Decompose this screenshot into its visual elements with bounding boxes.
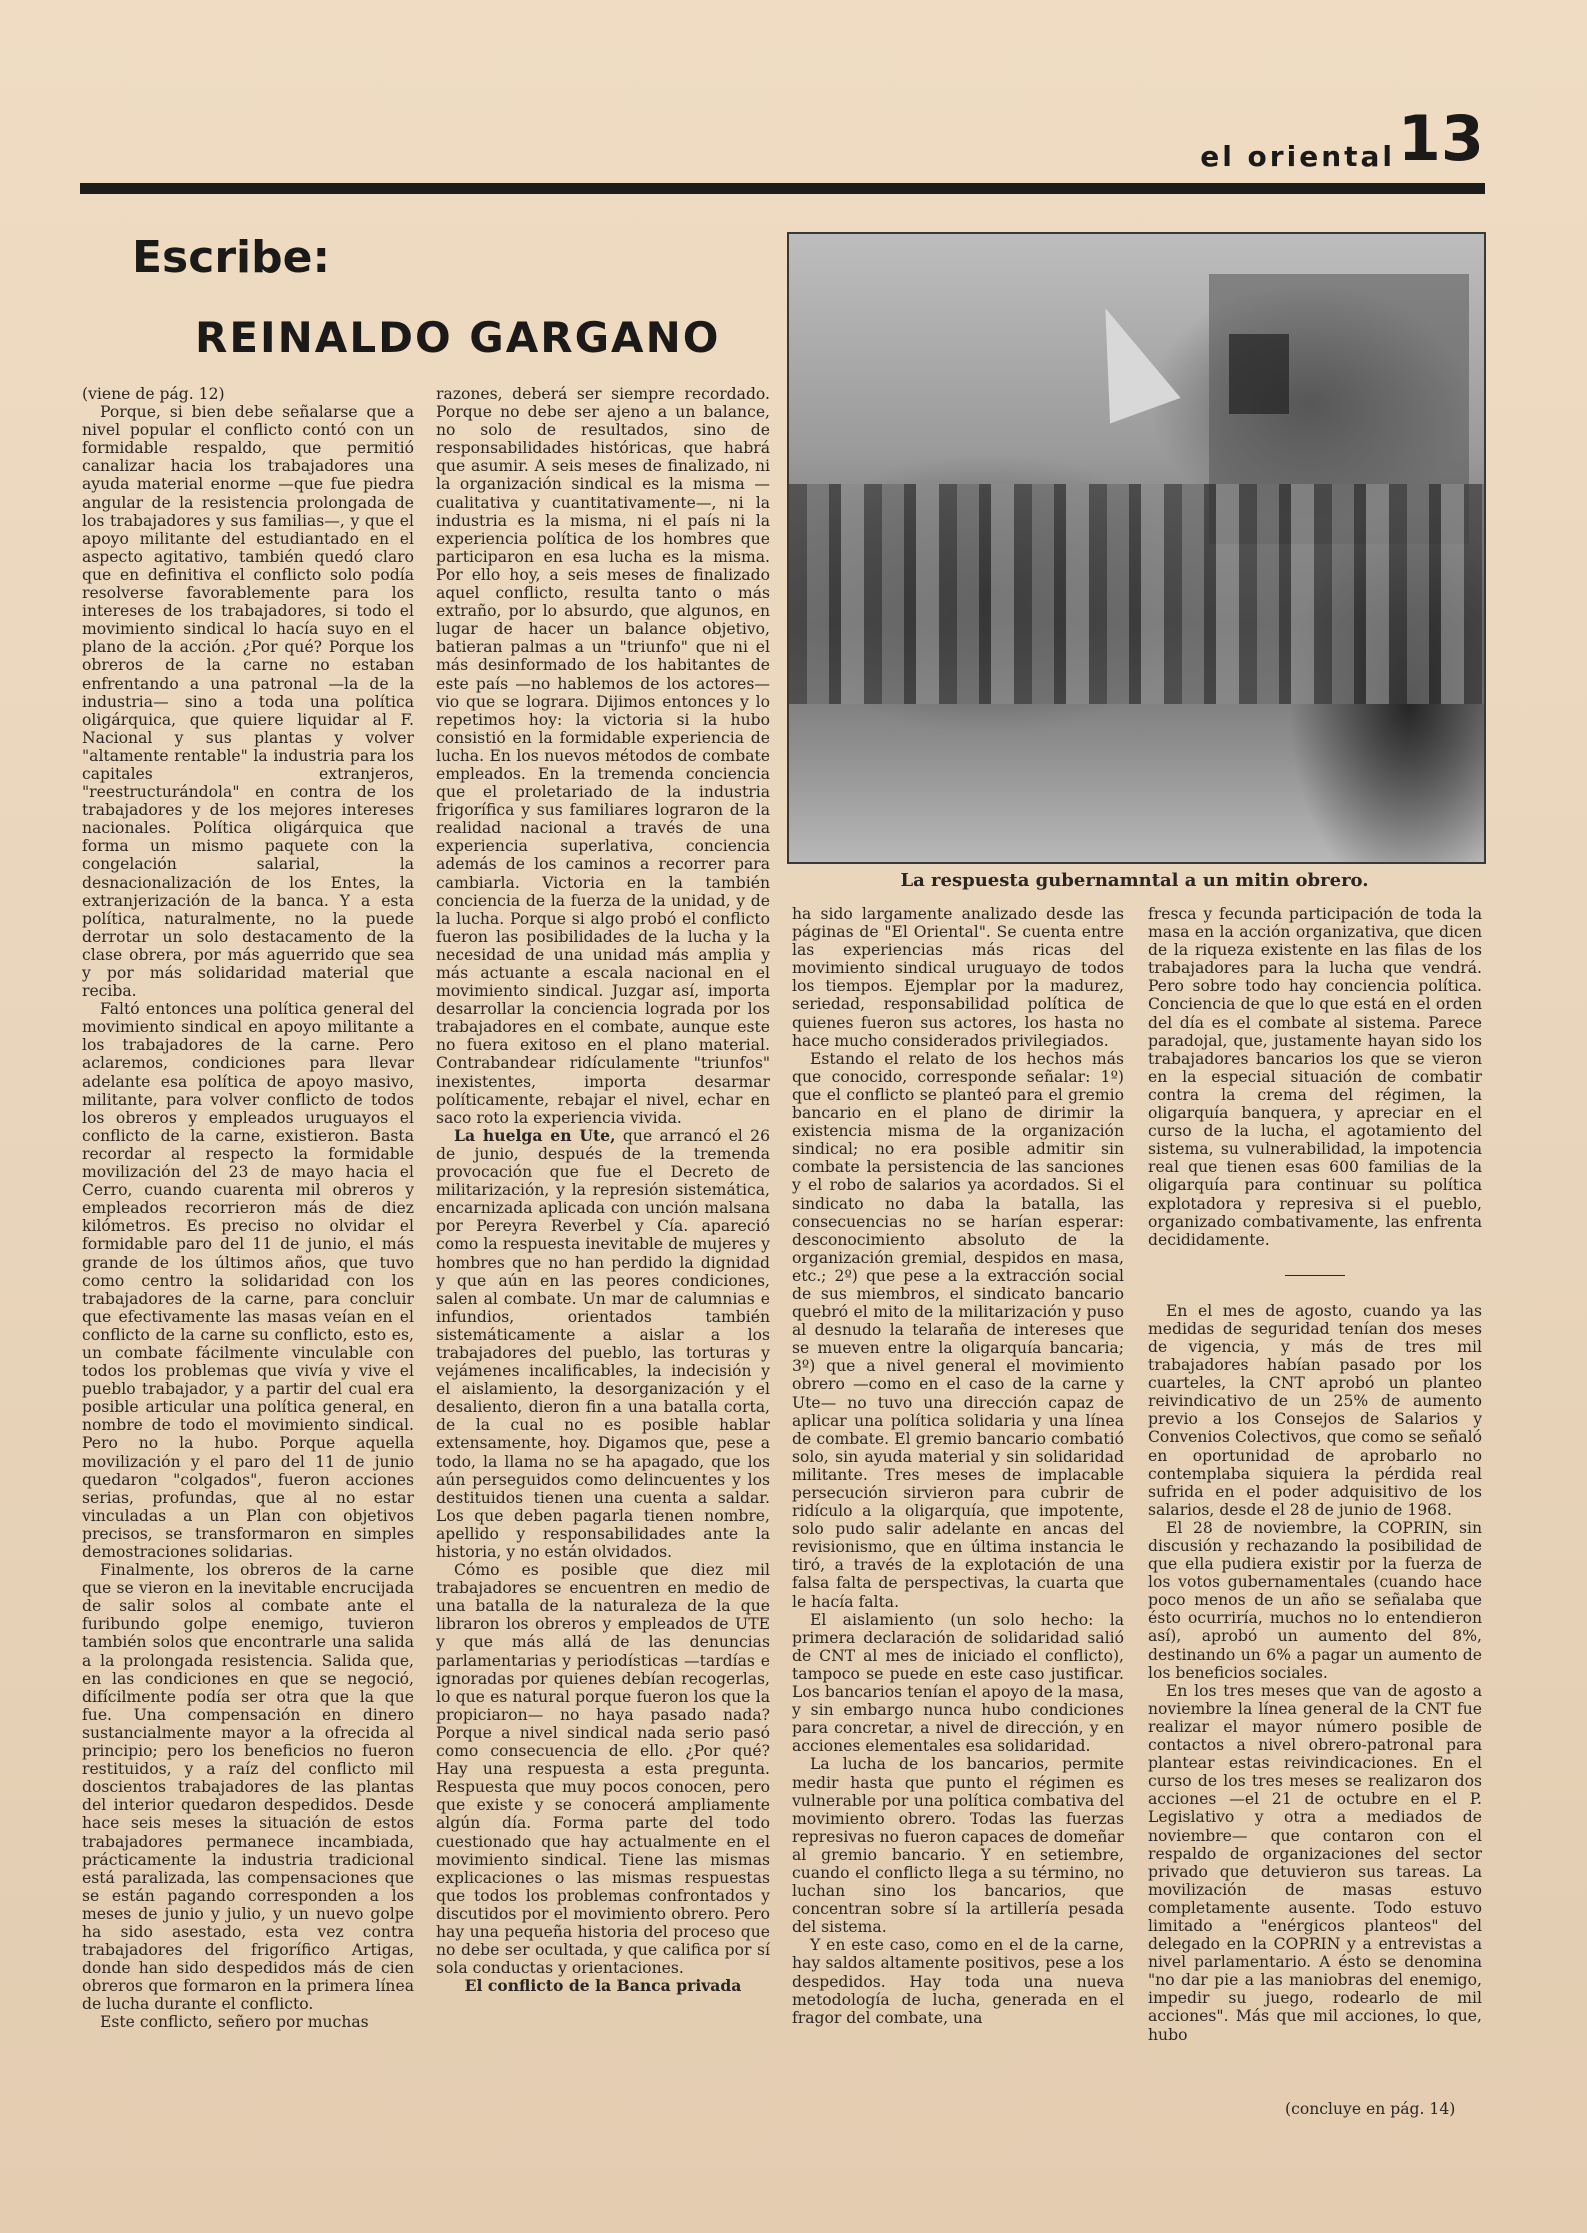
article-column-1 [82, 385, 414, 2120]
paragraph: Cómo es posible que diez mil trabajadores se encuentren en medio de una batalla de la naturaleza de la que libraron los obreros y empleados de UTE y que más allá de las denuncias parlamentarias y periodísticas —tardías e ignoradas por quienes debían recogerlas, lo que es natural porque fueron los que la propiciaron— no haya pasado nada? Porque a nivel sindical nada serio pasó como consecuencia de ello. ¿Por qué? Hay una respuesta a esta pregunta. Respuesta que muy pocos conocen, pero que existe y se conocerá ampliamente algún día. Forma parte del todo cuestionado que hay actualmente en el movimiento sindical. Tiene las mismas explicaciones o las mismas respuestas que todos los problemas confrontados y discutidos por el movimiento obrero. Pero hay una pequeña historia del proceso que no debe ser ocultada, y que califica por sí sola conductas y orientaciones. [436, 1561, 770, 1978]
paragraph: Finalmente, los obreros de la carne que se vieron en la inevitable encrucijada de salir solos al combate ante el furibundo golpe enemigo, tuvieron también solos que encontrarle una salida a la prolongada resistencia. Salida que, en las condiciones en que se negoció, difícilmente podía ser otra que la que fue. Una compensación en dinero sustancialmente mayor a la ofrecida al principio; pero los beneficios no fueron restituidos, y a raíz del conflicto mil doscientos trabajadores de las plantas del interior quedaron despedidos. Desde hace seis meses la situación de estos trabajadores permanece incambiada, prácticamente la industria tradicional está paralizada, las compensaciones que se están pagando corresponden a los meses de junio y julio, y un nuevo golpe ha sido asestado, esta vez contra trabajadores del frigorífico Artigas, donde han sido despedidos más de cien obreros que formaron en la primera línea de lucha durante el conflicto. [82, 1561, 414, 2014]
header-rule [80, 183, 1485, 194]
continued-from: (viene de pág. 12) [82, 385, 225, 403]
continued-on: (concluye en pág. 14) [1285, 2100, 1456, 2118]
photo-crowd [789, 484, 1484, 704]
paragraph: Y en este caso, como en el de la carne, hay saldos altamente positivos, pese a los despedidos. Hay toda una nueva metodología de lucha, generada en el fragor del combate, una [792, 1936, 1124, 2027]
section-separator [1285, 1275, 1345, 1276]
masthead [1180, 102, 1490, 178]
publication-name: el oriental [1200, 140, 1395, 173]
paragraph: Estando el relato de los hechos más que conocido, corresponde señalar: 1º) que el conflicto se planteó para el gremio bancario en el plano de dirimir la existencia misma de la organización sindical; no era posible admitir sin combate la persistencia de las sanciones y el robo de salarios ya acordados. Si el sindicato no daba la batalla, las consecuencias no se harían esperar: desconocimiento absoluto de la organización gremial, despidos en masa, etc.; 2º) que pese a la extracción social de sus miembros, el sindicato bancario quebró el mito de la militarización y puso al desnudo la telaraña de intereses que se mueven entre la oligarquía bancaria; 3º) que a nivel general el movimiento obrero —como en el caso de la carne y Ute— no tuvo una dirección capaz de aplicar una política solidaria y una línea de combate. El gremio bancario combatió solo, sin ayuda material y sin solidaridad militante. Tres meses de implacable persecución sirvieron para cubrir de ridículo a la oligarquía, que impotente, solo pudo salir adelante en ancas del revisionismo, que en última instancia le tiró, a través de la explotación de una falsa falta de perspectivas, la cuarta que le hacía falta. [792, 1049, 1124, 1611]
section-subhead: El conflicto de la Banca privada [464, 1976, 742, 1996]
news-photo [787, 232, 1486, 864]
paragraph: El aislamiento (un solo hecho: la primera declaración de solidaridad salió de CNT al mes de iniciado el conflicto), tampoco se puede en este caso justificar. Los bancarios tenían el apoyo de la masa, y sin embargo nunca hubo condiciones para concretar, a nivel de dirección, y en acciones elementales esa solidaridad. [792, 1610, 1124, 1756]
article-column-2 [436, 385, 770, 2120]
paragraph: En los tres meses que van de agosto a noviembre la línea general de la CNT fue realizar el mayor número posible de contactos a nivel obrero-patronal para plantear estas reivindicaciones. En el curso de los tres meses se realizaron dos acciones —el 21 de octubre en el P. Legislativo y otra a mediados de noviembre— que contaron con el respaldo de organizaciones del sector privado que detuvieron sus tareas. La movilización de masas estuvo completamente ausente. Todo estuvo limitado a "enérgicos planteos" del delegado en la COPRIN y a entrevistas a nivel parlamentario. A ésto se denomina "no dar pie a las maniobras del enemigo, impedir su juego, rodearlo de mil acciones". Más que mil acciones, lo que, hubo [1148, 1681, 1482, 2044]
paragraph: fresca y fecunda participación de toda la masa en la acción organizativa, que dicen de la riqueza existente en las filas de los trabajadores para la lucha que vendrá. Pero sobre todo hay conciencia política. Conciencia de que lo que está en el orden del día es el combate al sistema. Parece paradojal, que, justamente hayan sido los trabajadores bancarios los que se vieron en la especial situación de combatir contra la crema del régimen, la oligarquía banquera, y apreciar en el curso de la lucha, el agotamiento del sistema, su vulnerabilidad, la impotencia real que tienen esas 600 familias de la oligarquía para continuar su política explotadora y represiva si el pueblo, organizado combativamente, las enfrenta decididamente. [1148, 905, 1482, 1249]
paragraph: ha sido largamente analizado desde las páginas de "El Oriental". Se cuenta entre las experiencias más ricas del movimiento sindical uruguayo de todos los tiempos. Ejemplar por la madurez, seriedad, responsabilidad política de quienes fueron sus actores, los hasta no hace mucho considerados privilegiados. [792, 905, 1124, 1050]
paragraph: El 28 de noviembre, la COPRIN, sin discusión y rechazando la posibilidad de que ella pudiera existir por la fuerza de los votos gubernamentales (cuando hace poco menos de un año se señalaba que ésto ocurriría, muchos no lo entendieron así), aprobó un aumento del 8%, destinando un 6% a pagar un aumento de los beneficios sociales. [1148, 1518, 1482, 1682]
paragraph: En el mes de agosto, cuando ya las medidas de seguridad tenían dos meses de vigencia, y más de tres mil trabajadores habían pasado por los cuarteles, la CNT aprobó un planteo reivindicativo de un 25% de aumento previo a los Consejos de Salarios y Convenios Colectivos, que como se señaló en oportunidad de aprobarlo no contemplaba siquiera la pérdida real sufrida en el poder adquisitivo de los salarios, desde el 28 de junio de 1968. [1148, 1301, 1482, 1519]
photo-caption: La respuesta gubernamntal a un mitin obrero. [900, 870, 1369, 891]
paragraph: Este conflicto, señero por muchas [100, 2013, 369, 2032]
photo-flag [1072, 294, 1180, 423]
paragraph: Porque, si bien debe señalarse que a nivel popular el conflicto contó con un formidable respaldo, que permitió canalizar hacia los trabajadores una ayuda material enorme —que fue piedra angular de la resistencia prolongada de los trabajadores y sus familias—, y que el apoyo militante del estudiantado en el aspecto agitativo, también quedó claro que en definitiva el conflicto solo podía resolverse favorablemente para los intereses de los trabajadores, si todo el movimiento sindical lo hacía suyo en el plano de la acción. ¿Por qué? Porque los obreros de la carne no estaban enfrentando a una patronal —la de la industria— sino a toda una política oligárquica, que quiere liquidar al F. Nacional y sus plantas y volver "altamente rentable" la industria para los capitales extranjeros, "reestructurándola" en contra de los trabajadores y de los mejores intereses nacionales. Política oligárquica que forma un mismo paquete con la congelación salarial, la desnacionalización de los Entes, la extranjerización de la banca. Y a esta política, naturalmente, no la puede derrotar un solo destacamento de la clase obrera, por más aguerrido que sea y por más solidaridad material que reciba. [82, 403, 414, 1001]
article-column-3 [792, 905, 1124, 2120]
paragraph [436, 1127, 770, 1561]
paragraph-body: que arrancó el 26 de junio, después de la tremenda provocación que fue el Decreto de militarización, y la represión sistemática, encarnizada aplicada con unción malsana por Pereyra Reverbel y Cía. apareció como la respuesta inevitable de mujeres y hombres que no han perdido la dignidad y que aún en las peores condiciones, salen al combate. Un mar de calumnias e infundios, orientados también sistemáticamente a aislar a los trabajadores del pueblo, las torturas y vejámenes incalificables, la indecisión y el aislamiento, la desorganización y el desaliento, dieron fin a una batalla corta, de la cual no es posible hablar extensamente, hoy. Digamos que, pese a todo, la llama no se ha apagado, que los aún perseguidos como delincuentes y los destituidos tienen una cuenta a saldar. Los que deben pagarla tienen nombre, apellido y responsabilidades ante la historia, y no están olvidados. [436, 1126, 770, 1561]
paragraph-lead: La huelga en Ute, [454, 1125, 616, 1145]
author-name: REINALDO GARGANO [195, 313, 721, 362]
paragraph: La lucha de los bancarios, permite medir hasta que punto el régimen es vulnerable por una política combativa del movimiento obrero. Todas las fuerzas represivas no fueron capaces de domeñar al gremio bancario. Y en setiembre, cuando el conflicto llega a su término, no luchan sino los bancarios, que concentran sobre sí la artillería pesada del sistema. [792, 1755, 1124, 1937]
paragraph: razones, deberá ser siempre recordado. Porque no debe ser ajeno a un balance, no solo de resultados, sino de responsabilidades históricas, que habrá que asumir. A seis meses de finalizado, ni la organización sindical es la misma —cualitativa y cuantitativamente—, ni la industria es la misma, ni el país ni la experiencia política de los hombres que participaron en esa lucha es la misma. Por ello hoy, a seis meses de finalizado aquel conflicto, resulta tanto o más extraño, por lo absurdo, que algunos, en lugar de hacer un balance objetivo, batieran palmas a un "triunfo" que ni el más desinformado de los habitantes de este país —no hablemos de los actores— vio que se lograra. Dijimos entonces y lo repetimos hoy: la victoria si la hubo consistió en la formidable experiencia de lucha. En los nuevos métodos de combate empleados. En la tremenda conciencia que el proletariado de la industria frigorífica y sus familiares lograron de la realidad nacional a través de una experiencia superlativa, conciencia además de los caminos a recorrer para cambiarla. Victoria en la también conciencia de la fuerza de la unidad, y de la lucha. Porque si algo probó el conflicto fueron las posibilidades de la lucha y la necesidad de una unidad más amplia y más actuante a escala nacional en el movimiento sindical. Juzgar así, importa desarrollar la conciencia lograda por los trabajadores en el combate, aunque este no fuera exitoso en el plano material. Contrabandear ridículamente "triunfos" inexistentes, importa desarmar políticamente, rebajar el nivel, echar en saco roto la experiencia vivida. [436, 385, 770, 1127]
byline-label: Escribe: [132, 232, 331, 283]
page-number: 13 [1397, 102, 1484, 175]
article-column-4 [1148, 905, 1482, 2120]
photo-window [1229, 334, 1289, 414]
paragraph: Faltó entonces una política general del movimiento sindical en apoyo militante a los trabajadores de la carne. Pero aclaremos, condiciones para llevar adelante esa política de apoyo masivo, militante, para volver conflicto de todos los obreros y empleados uruguayos el conflicto de la carne, existieron. Basta recordar al respecto la formidable movilización del 23 de mayo hacia el Cerro, cuando cuarenta mil obreros y empleados recorrieron más de diez kilómetros. Es preciso no olvidar el formidable paro del 11 de junio, el más grande de los últimos años, que tuvo como centro la solidaridad con los trabajadores de la carne, para concluir que efectivamente las masas veían en el conflicto de la carne su conflicto, esto es, un combate fácilmente vinculable con todos los problemas que vivía y vive el pueblo trabajador, y a partir del cual era posible articular una política general, en nombre de todo el movimiento sindical. Pero no la hubo. Porque aquella movilización y el paro del 11 de junio quedaron "colgados", fueron acciones serias, profundas, que al no estar vinculadas a un Plan con objetivos precisos, se transformaron en simples demostraciones solidarias. [82, 1000, 414, 1561]
